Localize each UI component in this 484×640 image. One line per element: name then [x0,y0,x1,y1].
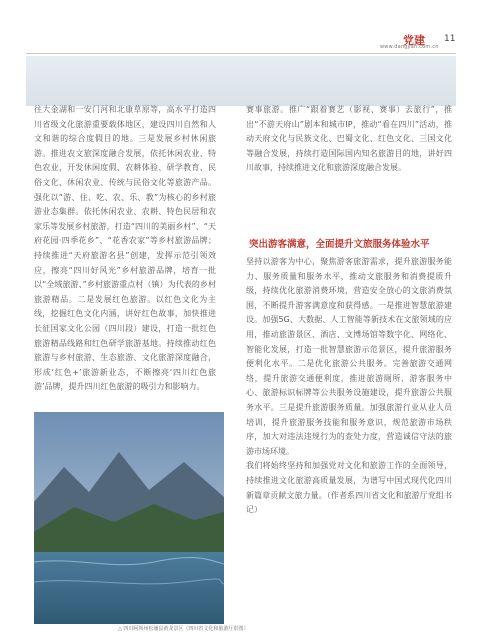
right-column-bottom [246,255,452,518]
banner-photo [26,56,456,106]
magazine-logo: 党建 [403,34,425,47]
left-column-text: 往大金湖和一安门河和北康草原等，高水平打造四川省级文化旅游重要载体地区，建设四川自然和人文和谐的综合度假目的地。三是发展乡村休闲旅游。推进农文旅深度融合发展，依托休闲农业、特色农业，开发休闲度假、农耕体验、研学教育、民俗文化、休闲农业、传统与民俗文化等旅游产品。强化以“游、住、吃、农、乐、教”为核心的乡村旅游业态集群。依托休闲农业、农耕、特色民居和农家乐等发展乡村旅游，打造“四川的美丽乡村”、“天府花园·四季花乡”、“花香农家”等乡村旅游品牌；持续推进“天府旅游名县”创建，发挥示范引领效应，擦亮“四川好风光”乡村旅游品牌，培育一批以“全域旅游、”乡村旅游重点村（镇）为代表的乡村旅游精品。二是发展红色旅游。以红色文化为主线，挖掘红色文化内涵，讲好红色故事，加快推进长征国家文化公园（四川段）建设，打造一批红色旅游精品线路和红色研学旅游基地。持续推动红色旅游与乡村旅游、生态旅游、文化旅游深度融合，形成‘红色+’旅游新业态，不断擦亮‘四川红色旅游’品牌，提升四川红色旅游的吸引力和影响力。 [34,105,216,392]
header-divider [26,53,456,54]
right-column-paragraph-2: 我们将始终坚持和加强党对文化和旅游工作的全面领导，持续推进文化旅游高质量发展，为谱写中国式现代化四川新篇章贡献文旅力量。（作者系四川省文化和旅游厅党组书记） [246,461,452,515]
page-header [0,0,484,56]
left-column [34,103,216,395]
right-column-paragraph-1: 坚持以游客为中心，聚焦游客旅游需求，提升旅游服务能力、服务质量和服务水平，推动文旅服务和消费提质升级，持续优化旅游消费环境，营造安全放心的文旅消费氛围，不断提升游客满意度和获得感。一是推进智慧旅游建设。加强5G、大数据、人工智能等新技术在文旅领域的应用，推动旅游景区、酒店、文博场馆等数字化、网络化、智能化发展，打造一批智慧旅游示范景区，提升旅游服务便利化水平。二是优化旅游公共服务。完善旅游交通网络，提升旅游交通便利度，推进旅游厕所、游客服务中心、旅游标识标牌等公共服务设施建设，提升旅游公共服务水平。三是提升旅游服务质量。加强旅游行业从业人员培训，提升旅游服务技能和服务意识，规范旅游市场秩序，加大对违法违规行为的查处力度，营造诚信守法的旅游市场环境。 [246,257,452,456]
photo-caption: △ 四川阿坝州松潘县黄龙景区（四川省文化和旅游厅供图） [118,626,249,632]
page-number: 11 [444,34,456,44]
section-title: 突出游客满意，全面提升文旅服务体验水平 [249,239,430,250]
mountain-lake-illustration [34,412,224,624]
right-column-top [246,103,452,176]
right-column-top-text: 赛事旅游。推广“跟着赛艺（影视、赛事）去旅行”，推出“不游天府山”剧本和城市IP，推动“看在四川”活动，推动天府文化与民族文化、巴蜀文化、红色文化、三国文化等融合发展，持续打造国际国内知名旅游目的地，讲好四川故事，持续推进文化和旅游深度融合发展。 [246,105,452,173]
landscape-photo [34,412,224,624]
website-url: www.dangjian.com.cn [380,44,439,50]
